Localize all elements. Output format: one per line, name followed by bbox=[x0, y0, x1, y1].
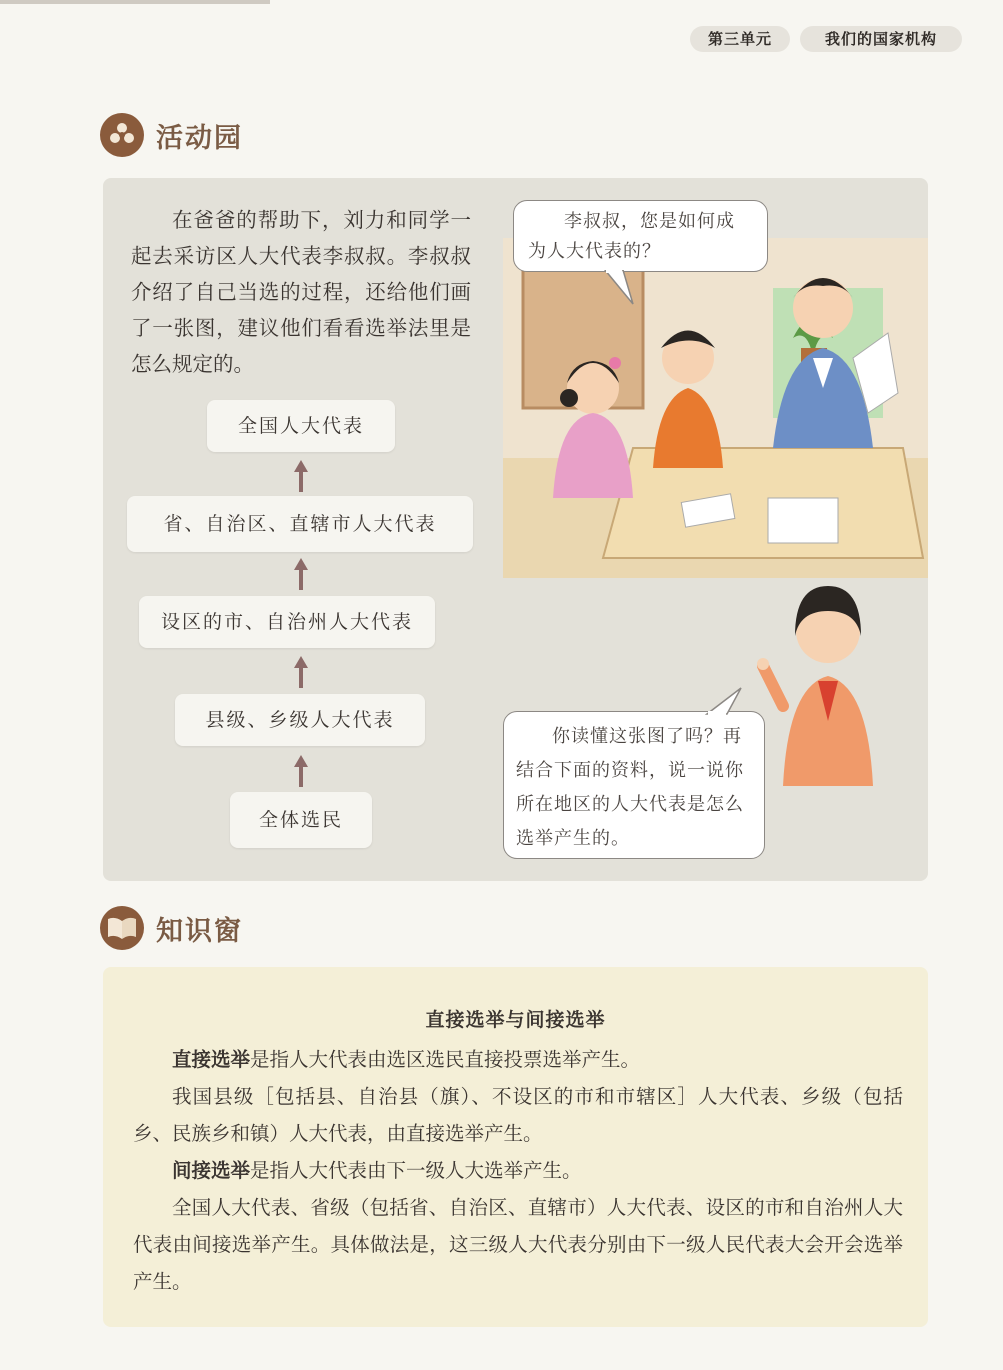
paragraph-direct-election bbox=[133, 1041, 903, 1078]
flow-arrow-icon bbox=[291, 458, 311, 494]
paragraph-indirect-election bbox=[133, 1152, 903, 1189]
term-indirect-election: 间接选举 bbox=[172, 1159, 251, 1182]
flow-arrow-icon bbox=[291, 556, 311, 592]
bubble-tail-icon bbox=[703, 686, 743, 716]
paragraph-direct-scope: 我国县级［包括县、自治县（旗）、不设区的市和市辖区］人大代表、乡级（包括乡、民族乡和镇）人大代表，由直接选举产生。 bbox=[133, 1085, 903, 1145]
speech-bubble-prompt-text: 你读懂这张图了吗？再结合下面的资料，说一说你所在地区的人大代表是怎么选举产生的。 bbox=[516, 726, 744, 849]
header-unit-tab: 第三单元 bbox=[690, 26, 790, 52]
flow-arrow-icon bbox=[291, 753, 311, 789]
speech-bubble-prompt bbox=[503, 711, 765, 859]
term-direct-election: 直接选举 bbox=[172, 1048, 251, 1071]
activity-heading-title: 活动园 bbox=[156, 122, 243, 154]
knowledge-body bbox=[133, 1041, 903, 1300]
flow-county-deputy: 县级、乡级人大代表 bbox=[175, 694, 425, 746]
activity-intro: 在爸爸的帮助下，刘力和同学一起去采访区人大代表李叔叔。李叔叔介绍了自己当选的过程，还给他们画了一张图，建议他们看看选举法里是怎么规定的。 bbox=[131, 208, 471, 376]
knowledge-heading-title: 知识窗 bbox=[156, 915, 243, 947]
header-chapter-tab: 我们的国家机构 bbox=[800, 26, 962, 52]
direct-election-definition: 是指人大代表由选区选民直接投票选举产生。 bbox=[250, 1048, 641, 1071]
bubble-tail-icon bbox=[603, 270, 643, 306]
flow-national-deputy: 全国人大代表 bbox=[207, 400, 395, 452]
page-edge bbox=[0, 0, 270, 4]
flow-city-deputy: 设区的市、自治州人大代表 bbox=[139, 596, 435, 648]
knowledge-title: 直接选举与间接选举 bbox=[425, 1009, 606, 1031]
paragraph-indirect-scope: 全国人大代表、省级（包括省、自治区、直辖市）人大代表、设区的市和自治州人大代表由间接选举产生。具体做法是，这三级人大代表分别由下一级人民代表大会开会选举产生。 bbox=[133, 1196, 903, 1293]
flow-provincial-deputy: 省、自治区、直辖市人大代表 bbox=[127, 496, 473, 552]
activity-flower-icon bbox=[100, 113, 144, 157]
flow-all-voters: 全体选民 bbox=[230, 792, 372, 848]
activity-panel bbox=[103, 178, 928, 881]
speech-bubble-question-text: 李叔叔，您是如何成为人大代表的？ bbox=[528, 211, 735, 262]
open-book-icon bbox=[100, 906, 144, 950]
flow-arrow-icon bbox=[291, 654, 311, 690]
knowledge-panel bbox=[103, 967, 928, 1327]
speech-bubble-question bbox=[513, 200, 768, 272]
activity-heading bbox=[100, 110, 243, 160]
indirect-election-definition: 是指人大代表由下一级人大选举产生。 bbox=[250, 1159, 582, 1182]
pointing-girl-illustration bbox=[743, 586, 913, 806]
knowledge-heading bbox=[100, 903, 243, 953]
